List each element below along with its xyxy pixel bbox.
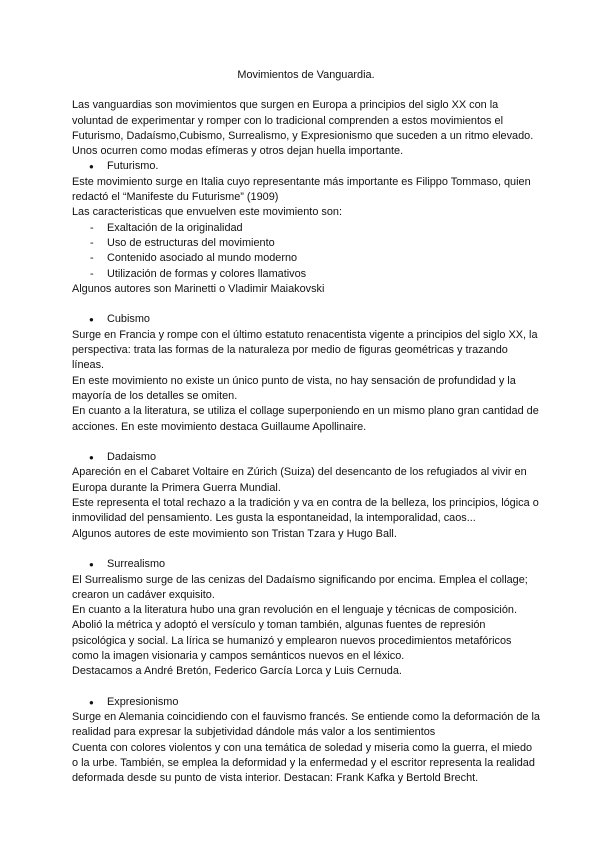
futurismo-authors: Algunos autores son Marinetti o Vladimir Maiakovski [72, 282, 325, 295]
futurismo-paragraph-2: Las caracteristicas que envuelven este movimiento son: [72, 206, 342, 219]
spacer [72, 435, 540, 450]
surrealismo-paragraph-1: El Surrealismo surge de las cenizas del Dadaísmo significando por encima. Emplea el collage; crearon un cadáver exquisito. [72, 573, 528, 601]
expresionismo-paragraph-2: Cuenta con colores violentos y con una temática de soledad y miseria como la guerra, el miedo o la urbe. También, se emplea la deformidad y la enfermedad y el escritor representa la realidad deformada desde su punto de vista interior. Destacan: Frank Kafka y Bertold Brecht. [72, 741, 535, 785]
intro-paragraph: Las vanguardias son movimientos que surgen en Europa a principios del siglo XX con la voluntad de experimentar y romper con lo tradicional comprenden a estos movimientos el Futurismo, Dadaísmo,Cubismo, Surrealismo, y Expresionismo que suceden a un ritmo elevado. Unos ocurren como modas efímeras y otros dejan huella importante. [72, 99, 534, 158]
spacer [72, 297, 540, 312]
section-heading-expresionismo: ● Expresionismo [72, 695, 540, 710]
section-heading-futurismo: ● Futurismo. [72, 159, 540, 174]
surrealismo-paragraph-2: En cuanto a la literatura hubo una gran revolución en el lenguaje y técnicas de composición. Abolió la métrica y adoptó el versículo y toman también, algunas fuentes de represión psicológica y social. La lírica se humanizó y emplearon nuevos procedimientos metafóricos como la imagen visionaria y campos semánticos nuevos en el léxico. [72, 604, 517, 662]
list-item: - Contenido asociado al mundo moderno [72, 251, 540, 266]
surrealismo-paragraph-3: Destacamos a André Bretón, Federico García Lorca y Luis Cernuda. [72, 665, 402, 678]
expresionismo-paragraph-1: Surge en Alemania coincidiendo con el fauvismo francés. Se entiende como la deformación de la realidad para expresar la subjetividad dándole más valor a los sentimientos [72, 711, 540, 739]
list-item: - Utilización de formas y colores llamativos [72, 267, 540, 282]
dadaismo-paragraph-1: Apareción en el Cabaret Voltaire en Zúrich (Suiza) del desencanto de los refugiados al vivir en Europa durante la Primera Guerra Mundial. [72, 466, 527, 494]
dadaismo-paragraph-2: Este representa el total rechazo a la tradición y va en contra de la belleza, los principios, lógica o inmovilidad del pensamiento. Les gusta la espontaneidad, la intemporalidad, caos... [72, 497, 539, 525]
spacer [72, 680, 540, 695]
list-item: - Uso de estructuras del movimiento [72, 236, 540, 251]
spacer [72, 542, 540, 557]
section-heading-dadaismo: ● Dadaismo [72, 450, 540, 465]
page-title: Movimientos de Vanguardia. [237, 69, 375, 81]
cubismo-paragraph-2: En este movimiento no existe un único punto de vista, no hay sensación de profundidad y la mayoría de los detalles se omiten. [72, 374, 516, 402]
list-item: - Exaltación de la originalidad [72, 221, 540, 236]
section-heading-cubismo: ● Cubismo [72, 312, 540, 327]
dadaismo-paragraph-3: Algunos autores de este movimiento son Tristan Tzara y Hugo Ball. [72, 527, 397, 540]
cubismo-paragraph-3: En cuanto a la literatura, se utiliza el collage superponiendo en un mismo plano gran cantidad de acciones. En este movimiento destaca Guillaume Apollinaire. [72, 405, 539, 433]
futurismo-paragraph-1: Este movimiento surge en Italia cuyo representante más importante es Filippo Tommaso, quien redactó el “Manifeste du Futurisme” (1909) [72, 175, 531, 204]
futurismo-characteristics-list [72, 221, 540, 282]
section-heading-surrealismo: ● Surrealismo [72, 557, 540, 572]
cubismo-paragraph-1: Surge en Francia y rompe con el último estatuto renacentista vigente a principios del siglo XX, la perspectiva: trata las formas de la naturaleza por medio de figuras geométricas y trazando líneas. [72, 328, 538, 372]
